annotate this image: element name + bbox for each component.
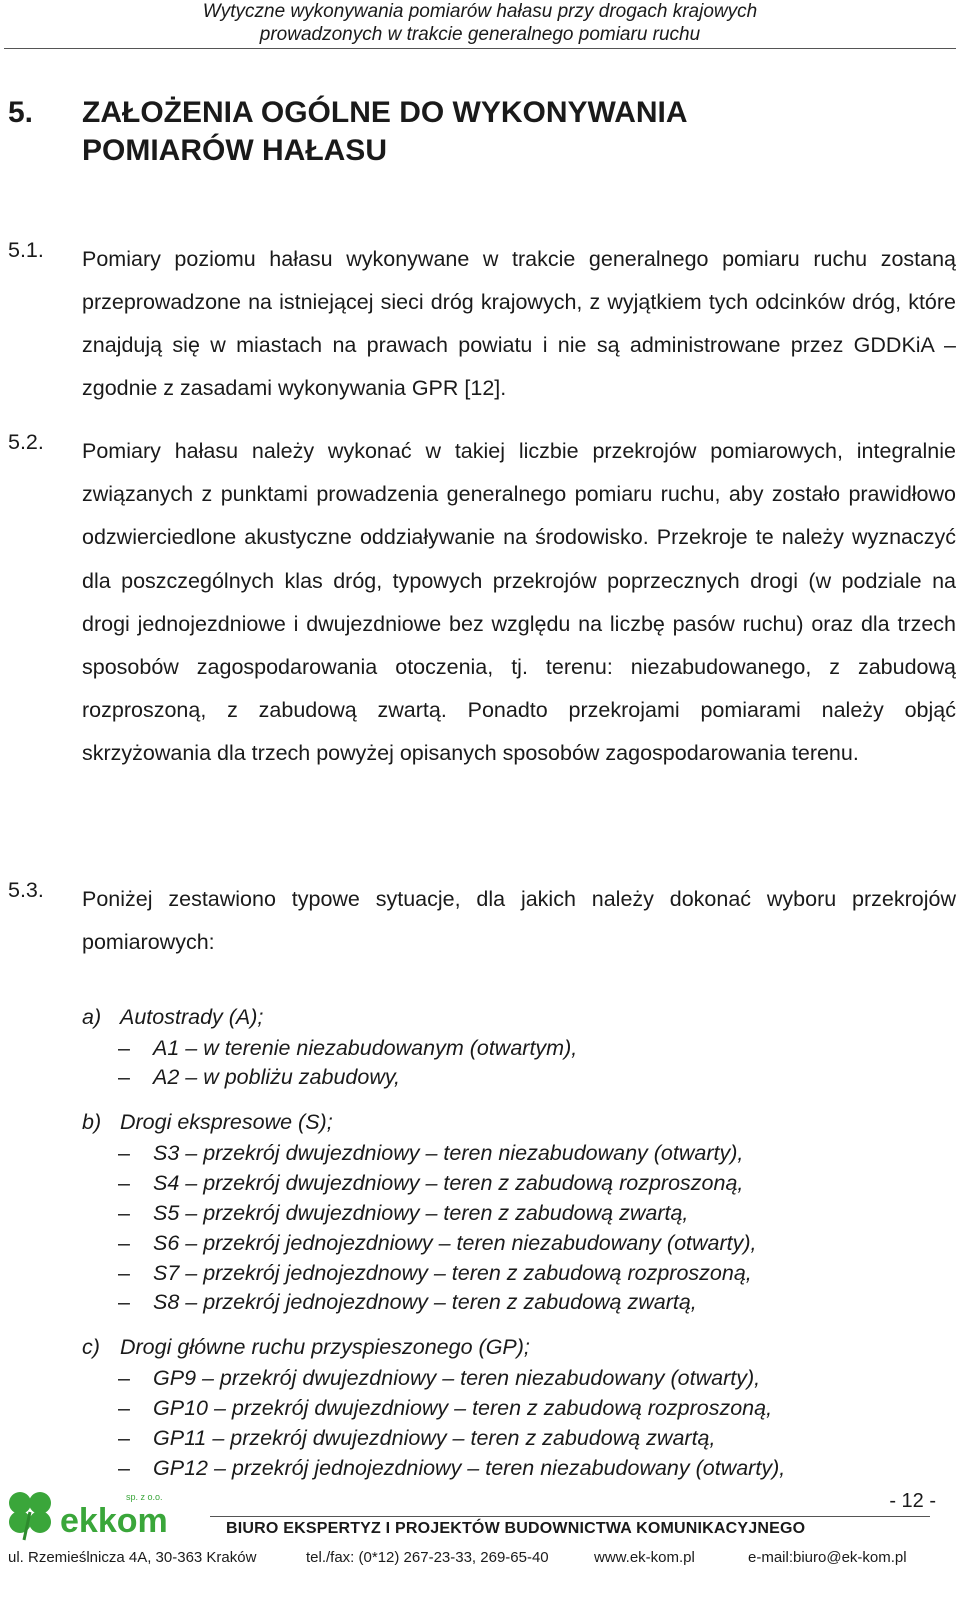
section-title-line-2: POMIARÓW HAŁASU — [82, 134, 387, 167]
page-number: - 12 - — [889, 1490, 936, 1512]
clover-icon — [9, 1492, 51, 1540]
paragraph-number: 5.1. — [8, 238, 44, 262]
ekkom-logo — [4, 1486, 174, 1542]
logo-subtext: sp. z o.o. — [126, 1492, 163, 1502]
bureau-name: BIURO EKSPERTYZ I PROJEKTÓW BUDOWNICTWA KOMUNIKACYJNEGO — [226, 1520, 806, 1537]
footer-phone: tel./fax: (0*12) 267-23-33, 269-65-40 — [306, 1549, 549, 1566]
paragraph-number: 5.3. — [8, 878, 44, 902]
logo-wordmark: ekkom — [60, 1502, 168, 1540]
footer-divider — [210, 1516, 930, 1517]
section-title-line-1: ZAŁOŻENIA OGÓLNE DO WYKONYWANIA — [82, 96, 688, 129]
paragraph-text: Pomiary poziomu hałasu wykonywane w trakcie generalnego pomiaru ruchu zostaną przeprowadzone na istniejącej sieci dróg krajowych, z wyjątkiem tych odcinków dróg, które znajdują się w miastach na prawach powiatu i nie są administrowane przez GDDKiA – zgodnie z zasadami wykonywania GPR [12]. — [82, 247, 956, 400]
paragraph-text: Pomiary hałasu należy wykonać w takiej liczbie przekrojów pomiarowych, integralnie związanych z punktami prowadzenia generalnego pomiaru ruchu, aby zostało prawidłowo odzwierciedlone akustyczne oddziaływanie na środowisko. Przekroje te należy wyznaczyć dla poszczególnych klas dróg, typowych przekrojów poprzecznych drogi (w podziale na drogi jednojezdniowe i dwujezdniowe bez względu na liczbę pasów ruchu) oraz dla trzech sposobów zagospodarowania otoczenia, tj. terenu: niezabudowanego, z zabudową rozproszoną, z zabudową zwartą. Ponadto przekrojami pomiarami należy objąć skrzyżowania dla trzech powyżej opisanych sposobów zagospodarowania terenu. — [82, 439, 956, 766]
header-line-1: Wytyczne wykonywania pomiarów hałasu przy drogach krajowych — [202, 1, 758, 22]
paragraph-text: Poniżej zestawiono typowe sytuacje, dla jakich należy dokonać wyboru przekrojów pomiarowych: — [82, 887, 956, 955]
header-divider — [4, 48, 956, 49]
running-header — [0, 0, 960, 46]
section-number: 5. — [8, 96, 34, 129]
header-line-2: prowadzonych w trakcie generalnego pomiaru ruchu — [259, 24, 701, 45]
footer-email[interactable]: e-mail:biuro@ek-kom.pl — [748, 1549, 907, 1566]
paragraph-number: 5.2. — [8, 430, 44, 454]
footer-website[interactable]: www.ek-kom.pl — [594, 1549, 695, 1566]
footer-address: ul. Rzemieślnicza 4A, 30-363 Kraków — [8, 1549, 257, 1566]
